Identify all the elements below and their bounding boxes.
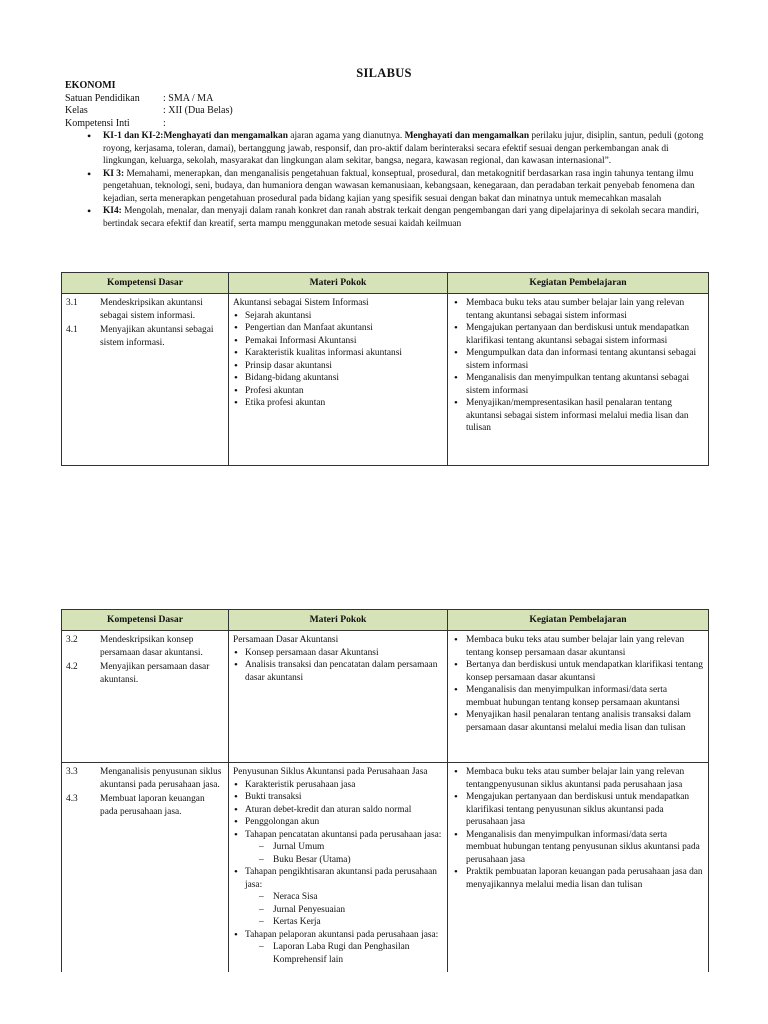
sub-list bbox=[245, 941, 443, 966]
col-kegiatan: Kegiatan Pembelajaran bbox=[448, 610, 709, 631]
meta-kelas bbox=[65, 105, 705, 118]
meta-key: Kelas bbox=[65, 105, 88, 116]
materi-item-text: Tahapan pelaporan akuntansi pada perusahaan jasa: bbox=[245, 929, 439, 940]
list-item bbox=[233, 804, 443, 817]
kd-text: Menyajikan persamaan dasar akuntansi. bbox=[100, 662, 210, 685]
sub-item: – Laporan Laba Rugi dan Penghasilan Komprehensif lain bbox=[257, 941, 443, 966]
materi-title: Akuntansi sebagai Sistem Informasi bbox=[233, 298, 369, 308]
list-item: • Bertanya dan berdiskusi untuk mendapatkan klarifikasi tentang konsep persamaan dasar akuntansi bbox=[452, 659, 704, 684]
subject-heading: EKONOMI bbox=[65, 80, 116, 91]
kd-item bbox=[66, 661, 224, 686]
materi-cell bbox=[229, 763, 448, 973]
page-title: SILABUS bbox=[356, 66, 412, 80]
kd-text: Menyajikan akuntansi sebagai sistem informasi. bbox=[100, 325, 214, 348]
silabus-table-1 bbox=[61, 272, 709, 466]
kd-text: Mendeskripsikan akuntansi sebagai sistem informasi. bbox=[100, 298, 203, 321]
materi-list bbox=[233, 779, 443, 967]
kd-cell bbox=[62, 763, 229, 973]
list-item: • Prinsip dasar akuntansi bbox=[233, 360, 443, 373]
list-item: • Bidang-bidang akuntansi bbox=[233, 372, 443, 385]
sub-item: – Kertas Kerja bbox=[257, 916, 443, 929]
ki-list bbox=[65, 130, 705, 230]
ki-label: KI 3: bbox=[103, 168, 125, 179]
list-item: • Analisis transaksi dan pencatatan dalam persamaan dasar akuntansi bbox=[233, 659, 443, 684]
list-item bbox=[233, 866, 443, 929]
materi-list bbox=[233, 310, 443, 410]
ki-strong: Menghayati dan mengamalkan bbox=[404, 131, 530, 141]
kd-number: 4.3 bbox=[66, 794, 78, 804]
list-item: • Membaca buku teks atau sumber belajar lain yang relevan tentang konsep persamaan dasar akuntansi bbox=[452, 634, 704, 659]
kegiatan-cell bbox=[448, 763, 709, 973]
kd-cell bbox=[62, 631, 229, 763]
materi-cell bbox=[229, 631, 448, 763]
kd-item bbox=[66, 324, 224, 349]
sub-item: – Jurnal Umum bbox=[257, 841, 443, 854]
list-item: • Mengajukan pertanyaan dan berdiskusi untuk mendapatkan klarifikasi tentang akuntansi sebagai sistem informasi bbox=[452, 322, 704, 347]
col-materi-pokok: Materi Pokok bbox=[229, 273, 448, 294]
materi-item-text: Tahapan pencatatan akuntansi pada perusahaan jasa: bbox=[245, 829, 442, 840]
kd-number: 3.2 bbox=[66, 635, 78, 645]
ki-text: ajaran agama yang dianutnya. bbox=[287, 131, 405, 141]
table-row bbox=[62, 763, 709, 973]
kd-number: 3.3 bbox=[66, 767, 78, 777]
ki-text: perilaku jujur, disiplin, santun, peduli (gotong royong, kerjasama, toleran, damai), bertanggung jawab, responsif, dan pro-aktif dalam berinteraksi secara efektif sesuai dengan perkembangan anak di lingkungan, keluarga, sekolah, masyarakat dan lingkungan alam sekitar, bangsa, negara, kawasan regional, dan kawasan internasional”. bbox=[103, 131, 704, 166]
sub-item: – Neraca Sisa bbox=[257, 891, 443, 904]
kegiatan-cell bbox=[448, 294, 709, 466]
list-item: • Pengertian dan Manfaat akuntansi bbox=[233, 322, 443, 335]
meta-key: Kompetensi Inti bbox=[65, 117, 130, 129]
sub-list bbox=[245, 841, 443, 866]
sub-item: – Buku Besar (Utama) bbox=[257, 854, 443, 867]
list-item: • Menyajikan hasil penalaran tentang analisis transaksi dalam persamaan dasar akuntansi melalui media lisan dan tulisan bbox=[452, 709, 704, 734]
list-item bbox=[233, 929, 443, 967]
materi-item-text: Aturan debet-kredit dan aturan saldo normal bbox=[245, 804, 412, 815]
list-item: • Karakteristik kualitas informasi akuntansi bbox=[233, 347, 443, 360]
list-item bbox=[233, 816, 443, 829]
materi-title: Penyusunan Siklus Akuntansi pada Perusahaan Jasa bbox=[233, 767, 428, 777]
list-item: • Menganalisis dan menyimpulkan informasi/data serta membuat hubungan tentang penyusunan siklus akuntansi pada perusahaan jasa bbox=[452, 829, 704, 867]
kd-cell bbox=[62, 294, 229, 466]
kegiatan-list bbox=[452, 766, 704, 891]
list-item bbox=[233, 791, 443, 804]
table-row bbox=[62, 631, 709, 763]
list-item: • Profesi akuntan bbox=[233, 385, 443, 398]
materi-title: Persamaan Dasar Akuntansi bbox=[233, 635, 339, 645]
ki-item-1 bbox=[87, 130, 705, 168]
list-item bbox=[233, 829, 443, 867]
meta-value: : XII (Dua Belas) bbox=[163, 105, 233, 116]
meta-value: : bbox=[163, 117, 166, 129]
list-item: • Pemakai Informasi Akuntansi bbox=[233, 335, 443, 348]
materi-item-text: Tahapan pengikhtisaran akuntansi pada perusahaan jasa: bbox=[245, 867, 437, 890]
kd-item bbox=[66, 766, 224, 791]
col-kegiatan: Kegiatan Pembelajaran bbox=[448, 273, 709, 294]
kd-text: Menganalisis penyusunan siklus akuntansi pada perusahaan jasa. bbox=[100, 767, 222, 790]
list-item: • Mengumpulkan data dan informasi tentang akuntansi sebagai sistem informasi bbox=[452, 347, 704, 372]
kd-number: 3.1 bbox=[66, 298, 78, 308]
silabus-table-2 bbox=[61, 609, 709, 972]
kd-number: 4.1 bbox=[66, 325, 78, 335]
kd-item bbox=[66, 793, 224, 818]
ki-strong: Menghayati dan mengamalkan bbox=[163, 131, 288, 141]
kd-item bbox=[66, 297, 224, 322]
ki-label: KI-1 dan KI-2: bbox=[103, 131, 164, 141]
meta-kompetensi-inti bbox=[65, 118, 705, 131]
kd-text: Membuat laporan keuangan pada perusahaan jasa. bbox=[100, 794, 205, 817]
document-header bbox=[65, 80, 705, 230]
kegiatan-list bbox=[452, 634, 704, 734]
list-item: • Etika profesi akuntan bbox=[233, 397, 443, 410]
kegiatan-cell bbox=[448, 631, 709, 763]
list-item bbox=[233, 779, 443, 792]
list-item: • Menganalisis dan menyimpulkan tentang akuntansi sebagai sistem informasi bbox=[452, 372, 704, 397]
sub-item: – Jurnal Penyesuaian bbox=[257, 904, 443, 917]
meta-key: Satuan Pendidikan bbox=[65, 92, 140, 104]
kd-number: 4.2 bbox=[66, 662, 78, 672]
materi-list bbox=[233, 647, 443, 685]
table-row bbox=[62, 294, 709, 466]
ki-item-3 bbox=[87, 168, 705, 206]
ki-text: Memahami, menerapkan, dan menganalisis pengetahuan faktual, konseptual, prosedural, dan metakognitif berdasarkan rasa ingin tahunya tentang ilmu pengetahuan, teknologi, seni, budaya, dan humaniora dengan wawasan kemanusiaan, kebangsaan, kenegaraan, dan peradaban terkait penyebab fenomena dan kejadian, serta menerapkan pengetahuan prosedural pada bidang kajian yang spesifik sesuai dengan bakat dan minatnya untuk memecahkan masalah bbox=[103, 168, 695, 204]
list-item: • Praktik pembuatan laporan keuangan pada perusahaan jasa dan menyajikannya melalui media lisan dan tulisan bbox=[452, 866, 704, 891]
list-item: • Menyajikan/mempresentasikan hasil penalaran tentang akuntansi sebagai sistem informasi melalui media lisan dan tulisan bbox=[452, 397, 704, 435]
ki-item-4 bbox=[87, 205, 705, 230]
list-item: • Konsep persamaan dasar Akuntansi bbox=[233, 647, 443, 660]
materi-item-text: Karakteristik perusahaan jasa bbox=[245, 779, 356, 790]
table-header-row bbox=[62, 273, 709, 294]
list-item: • Mengajukan pertanyaan dan berdiskusi untuk mendapatkan klarifikasi tentang penyusunan siklus akuntansi pada perusahaan jasa bbox=[452, 791, 704, 829]
materi-item-text: Penggolongan akun bbox=[245, 817, 320, 827]
table-header-row bbox=[62, 610, 709, 631]
list-item: • Membaca buku teks atau sumber belajar lain yang relevan tentangpenyusunan siklus akuntansi pada perusahaan jasa bbox=[452, 766, 704, 791]
list-item: • Sejarah akuntansi bbox=[233, 310, 443, 323]
list-item: • Menganalisis dan menyimpulkan informasi/data serta membuat hubungan tentang konsep persamaan akuntansi bbox=[452, 684, 704, 709]
kd-text: Mendeskripsikan konsep persamaan dasar akuntansi. bbox=[100, 635, 203, 658]
kegiatan-list bbox=[452, 297, 704, 435]
ki-text: Mengolah, menalar, dan menyaji dalam ranah konkret dan ranah abstrak terkait dengan pengembangan dari yang dipelajarinya di sekolah secara mandiri, bertindak secara efektif dan kreatif, serta mampu menggunakan metode sesuai kaidah keilmuan bbox=[103, 206, 700, 229]
sub-list bbox=[245, 891, 443, 929]
materi-item-text: Bukti transaksi bbox=[245, 792, 302, 802]
meta-value: : SMA / MA bbox=[163, 92, 214, 104]
col-kompetensi-dasar: Kompetensi Dasar bbox=[62, 273, 229, 294]
meta-satuan bbox=[65, 93, 705, 106]
col-materi-pokok: Materi Pokok bbox=[229, 610, 448, 631]
col-kompetensi-dasar: Kompetensi Dasar bbox=[62, 610, 229, 631]
materi-cell bbox=[229, 294, 448, 466]
kd-item bbox=[66, 634, 224, 659]
list-item: • Membaca buku teks atau sumber belajar lain yang relevan tentang akuntansi sebagai sistem informasi bbox=[452, 297, 704, 322]
ki-label: KI4: bbox=[103, 206, 122, 216]
